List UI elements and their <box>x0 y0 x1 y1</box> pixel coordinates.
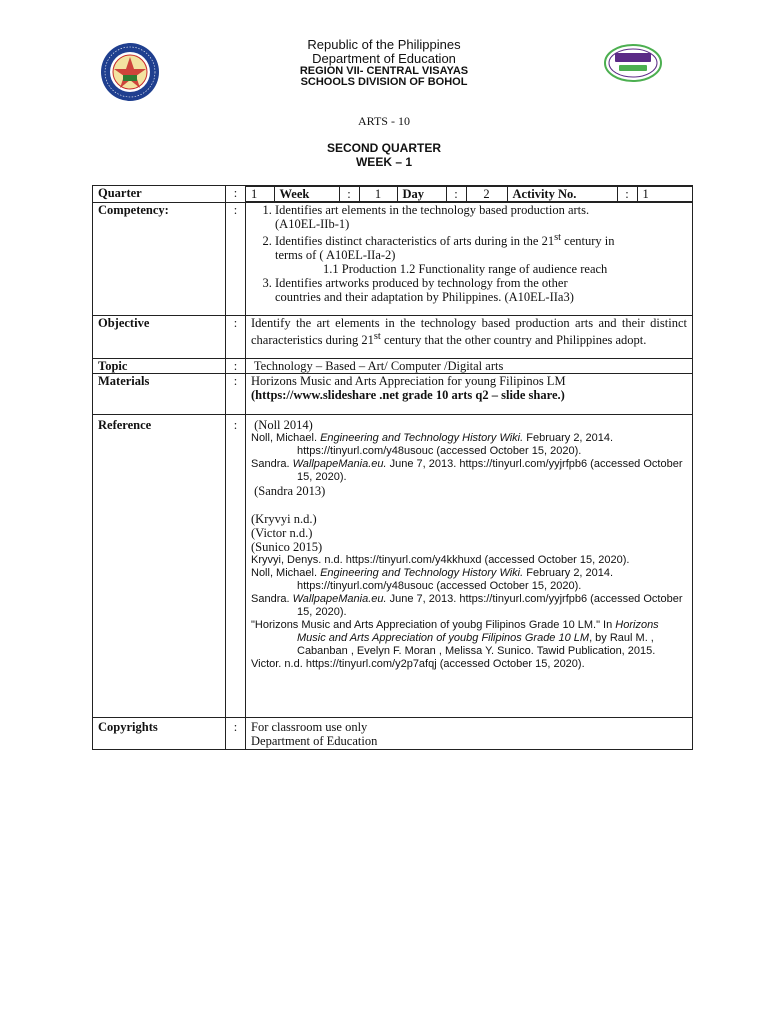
materials-row <box>93 374 693 415</box>
materials-line: Horizons Music and Arts Appreciation for young Filipinos LM <box>251 374 566 388</box>
meta-grid <box>246 186 693 202</box>
competency-label: Competency: <box>93 203 226 316</box>
reference-entry: Noll, Michael. Engineering and Technology History Wiki. February 2, 2014. https://tinyurl.com/y48usouc (accessed October 15, 2020). <box>251 432 614 457</box>
day-label: Day <box>397 187 446 202</box>
doc-quarter-title: SECOND QUARTER <box>326 141 441 155</box>
meta-row <box>93 186 693 203</box>
competency-subitems: 1.1 Production 1.2 Functionality range of audience reach <box>323 262 608 277</box>
superscript: st <box>554 232 562 243</box>
objective-text-part: Identify the art elements in the technology based production arts and their distinct characteristics during 21 <box>251 316 687 348</box>
competency-text: century in <box>561 234 615 249</box>
materials-link: (https://www.slideshare .net grade 10 arts q2 – slide share.) <box>251 388 565 402</box>
competency-code: (A10EL-IIb-1) <box>275 217 350 231</box>
competency-item <box>275 203 687 231</box>
quarter-value: 1 <box>246 187 274 202</box>
reference-entry: Victor. n.d. https://tinyurl.com/y2p7afqj (accessed October 15, 2020). <box>251 658 585 670</box>
colon: : <box>339 187 359 202</box>
competency-text: Identifies art elements in the technology based production arts. <box>275 203 590 217</box>
competency-text: Identifies distinct characteristics of arts during in the 21 <box>275 234 555 249</box>
copyrights-line: For classroom use only <box>251 720 368 734</box>
reference-citation: (Sandra 2013) <box>251 484 326 498</box>
reference-entry: Sandra. WallpapeMania.eu. June 7, 2013. https://tinyurl.com/yyjrfpb6 (accessed October 15, 2020). <box>251 458 683 483</box>
colon: : <box>226 718 246 750</box>
materials-content <box>246 374 693 415</box>
competency-item <box>275 276 687 304</box>
reference-citation: (Noll 2014) <box>251 418 313 432</box>
reference-entry: Sandra. WallpapeMania.eu. June 7, 2013. https://tinyurl.com/yyjrfpb6 (accessed October 15, 2020). <box>251 593 683 618</box>
colon: : <box>226 359 246 374</box>
reference-entry: "Horizons Music and Arts Appreciation of youbg Filipinos Grade 10 LM." In Horizons Music and Arts Appreciation of youbg Filipinos Grade 10 LM, by Raul M. , Cabanban , Evelyn F. Moran , Melissa Y. Sunico. Tawid Publication, 2015. <box>251 619 659 657</box>
reference-citation: (Kryvyi n.d.) <box>251 512 317 526</box>
objective-text <box>246 316 693 359</box>
colon: : <box>617 187 637 202</box>
materials-label: Materials <box>93 374 226 415</box>
lesson-plan-table <box>92 185 693 750</box>
copyrights-row <box>93 718 693 750</box>
reference-content <box>246 415 693 718</box>
colon: : <box>226 316 246 359</box>
objective-text-part: century that the other country and Philippines adopt. <box>380 333 647 348</box>
competency-code: terms of ( A10EL-IIa-2) <box>275 248 396 263</box>
week-value: 1 <box>359 187 397 202</box>
competency-row <box>93 203 693 316</box>
quarter-label: Quarter <box>93 186 226 203</box>
topic-text: Technology – Based – Art/ Computer /Digital arts <box>246 359 693 374</box>
doc-subject: ARTS - 10 <box>358 114 410 128</box>
topic-row <box>93 359 693 374</box>
colon: : <box>226 374 246 415</box>
reference-label: Reference <box>93 415 226 718</box>
spacer <box>251 498 687 512</box>
header-department: Department of Education <box>312 51 456 66</box>
week-label: Week <box>274 187 339 202</box>
colon: : <box>226 186 246 203</box>
competency-content <box>246 203 693 316</box>
objective-label: Objective <box>93 316 226 359</box>
copyrights-line: Department of Education <box>251 734 378 748</box>
reference-citation: (Sunico 2015) <box>251 540 323 554</box>
meta-cell <box>246 186 693 203</box>
reference-entry: Kryvyi, Denys. n.d. https://tinyurl.com/y4kkhuxd (accessed October 15, 2020). <box>251 554 630 566</box>
objective-row <box>93 316 693 359</box>
day-value: 2 <box>466 187 507 202</box>
reference-entry: Noll, Michael. Engineering and Technology History Wiki. February 2, 2014. https://tinyurl.com/y48usouc (accessed October 15, 2020). <box>251 567 614 592</box>
activity-value: 1 <box>637 187 693 202</box>
doc-week-title: WEEK – 1 <box>355 155 412 169</box>
superscript: st <box>373 331 381 342</box>
reference-citation: (Victor n.d.) <box>251 526 313 540</box>
copyrights-content <box>246 718 693 750</box>
header-republic: Republic of the Philippines <box>307 37 461 52</box>
header-division: SCHOOLS DIVISION OF BOHOL <box>300 76 468 88</box>
competency-item <box>275 231 687 276</box>
competency-text: Identifies artworks produced by technology from the other <box>275 276 568 291</box>
copyrights-label: Copyrights <box>93 718 226 750</box>
header-region: REGION VII- CENTRAL VISAYAS <box>299 65 469 77</box>
colon: : <box>446 187 466 202</box>
activity-label: Activity No. <box>507 187 617 202</box>
reference-row <box>93 415 693 718</box>
competency-list <box>251 203 687 304</box>
competency-text: countries and their adaptation by Philippines. (A10EL-IIa3) <box>275 290 574 305</box>
topic-label: Topic <box>93 359 226 374</box>
colon: : <box>226 203 246 316</box>
colon: : <box>226 415 246 718</box>
